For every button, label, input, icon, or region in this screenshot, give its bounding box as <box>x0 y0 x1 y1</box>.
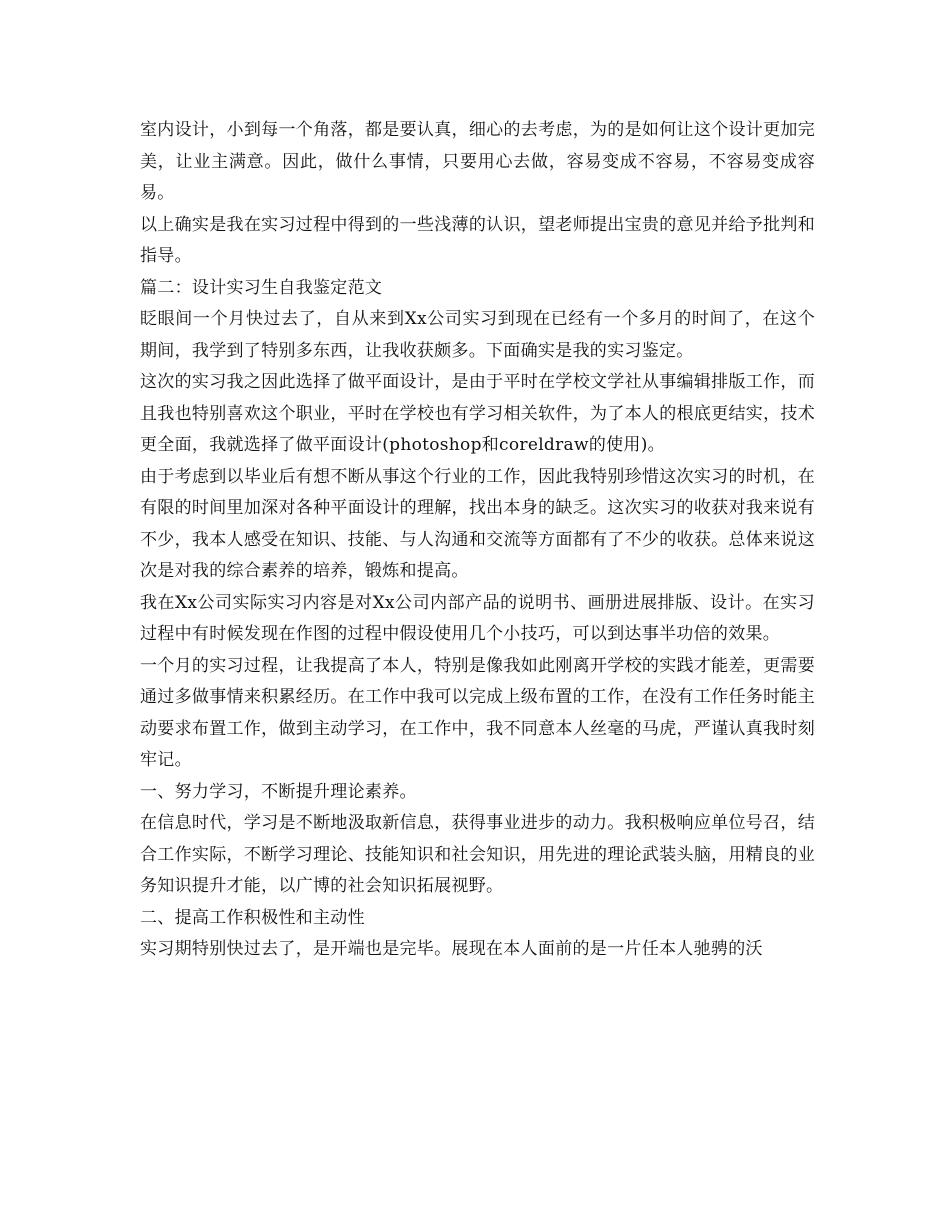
section-heading-initiative: 二、提高工作积极性和主动性 <box>140 907 365 928</box>
paragraph-interior-design: 室内设计，小到每一个角落，都是要认真，细心的去考虑，为的是如何让这个设计更加完美，让业主满意。因此，做什么事情，只要用心去做，容易变成不容易，不容易变成容易。 <box>140 120 815 203</box>
document-body <box>140 115 815 966</box>
section-heading-part-two: 篇二：设计实习生自我鉴定范文 <box>140 277 383 298</box>
paragraph-internship-ending: 实习期特别快过去了，是开端也是完毕。展现在本人面前的是一片任本人驰骋的沃 <box>140 939 763 959</box>
paragraph-graphic-design-choice: 这次的实习我之因此选择了做平面设计，是由于平时在学校文学社从事编辑排版工作，而且我也特别喜欢这个职业，平时在学校也有学习相关软件，为了本人的根底更结实，技术更全面，我就选择了做平面设计(photoshop和coreldraw的使用)。 <box>140 372 815 455</box>
paragraph-internship-content: 我在Xx公司实际实习内容是对Xx公司内部产品的说明书、画册进展排版、设计。在实习过程中有时候发现在作图的过程中假设使用几个小技巧，可以到达事半功倍的效果。 <box>140 592 815 644</box>
paragraph-self-improvement: 一个月的实习过程，让我提高了本人，特别是像我如此刚离开学校的实践才能差，更需要通过多做事情来积累经历。在工作中我可以完成上级布置的工作，在没有工作任务时能主动要求布置工作，做到主动学习，在工作中，我不同意本人丝毫的马虎，严谨认真我时刻牢记。 <box>140 655 815 770</box>
paragraph-conclusion: 以上确实是我在实习过程中得到的一些浅薄的认识，望老师提出宝贵的意见并给予批判和指导。 <box>140 214 815 266</box>
paragraph-cherish-opportunity: 由于考虑到以毕业后有想不断从事这个行业的工作，因此我特别珍惜这次实习的时机，在有限的时间里加深对各种平面设计的理解，找出本身的缺乏。这次实习的收获对我来说有不少，我本人感受在知识、技能、与人沟通和交流等方面都有了不少的收获。总体来说这次是对我的综合素养的培养，锻炼和提高。 <box>140 466 815 581</box>
section-heading-study: 一、努力学习，不断提升理论素养。 <box>140 781 417 802</box>
paragraph-intro: 眨眼间一个月快过去了，自从来到Xx公司实习到现在已经有一个多月的时间了，在这个期间，我学到了特别多东西，让我收获颇多。下面确实是我的实习鉴定。 <box>140 309 815 361</box>
paragraph-information-age: 在信息时代，学习是不断地汲取新信息，获得事业进步的动力。我积极响应单位号召，结合工作实际，不断学习理论、技能知识和社会知识，用先进的理论武装头脑，用精良的业务知识提升才能，以广博的社会知识拓展视野。 <box>140 813 815 896</box>
